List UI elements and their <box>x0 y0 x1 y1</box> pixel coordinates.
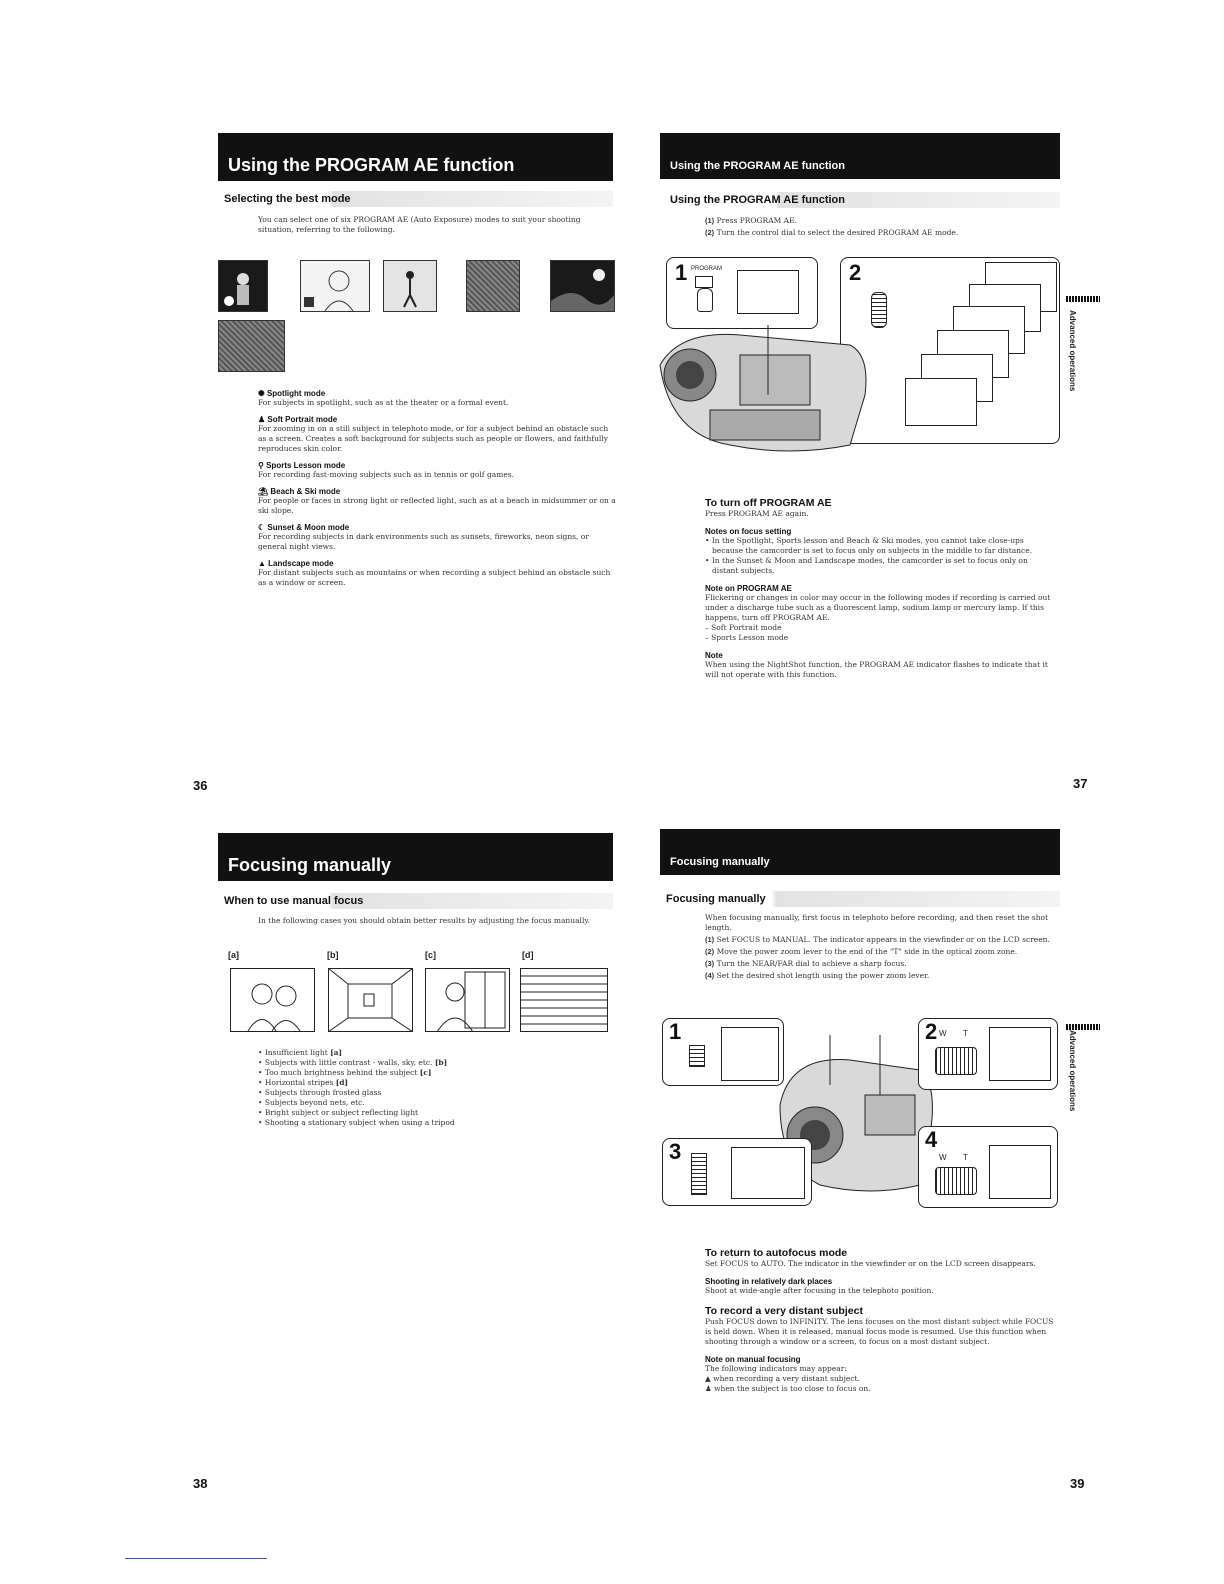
case-a-illustration <box>230 968 315 1032</box>
page36-section-heading <box>218 191 613 207</box>
note-ae-title: Note on PROGRAM AE <box>705 584 792 593</box>
illus2-number: 2 <box>925 1019 938 1044</box>
return-title: To return to autofocus mode <box>705 1247 848 1259</box>
zoom-w-label: W <box>939 1029 947 1038</box>
page38-number: 38 <box>193 1476 208 1491</box>
page39-illustration-3 <box>662 1138 812 1206</box>
sunset-moon-icon: ☾ <box>258 523 268 532</box>
case-item: • Insufficient light [a] <box>258 1048 343 1057</box>
page39-number: 39 <box>1070 1476 1085 1491</box>
case-label-d: [d] <box>522 950 534 960</box>
beach-ski-thumb <box>466 260 520 312</box>
case-label-a: [a] <box>228 950 239 960</box>
case-c-illustration <box>425 968 510 1032</box>
mode-soft-portrait: ♟ Soft Portrait mode For zooming in on a still subject in telephoto mode, or for a subject behind an obstacle such as a screen. Creates a soft background for subjects such as people or flowers, and faithfully reproduces skin color. <box>258 415 609 453</box>
illus3-screen <box>731 1147 805 1199</box>
sports-lesson-thumb <box>383 260 437 312</box>
control-dial-icon <box>871 292 887 328</box>
zoom-t-label-4: T <box>963 1153 968 1162</box>
dark-text: Shoot at wide-angle after focusing in the telephoto position. <box>705 1286 934 1295</box>
turn-off-text: Press PROGRAM AE again. <box>705 509 809 518</box>
landscape-thumb <box>218 320 285 372</box>
soft-portrait-icon: ♟ <box>258 415 268 424</box>
sports-lesson-icon: ⚲ <box>258 461 267 470</box>
distant-title: To record a very distant subject <box>705 1305 863 1317</box>
page38-section-title: When to use manual focus <box>224 895 364 907</box>
distant-text: Push FOCUS down to INFINITY. The lens focuses on the most distant subject while FOCUS is held down. When it is released, manual focus mode is resumed. Use this function when shooting through a window or a screen, to focus on a most distant subject. <box>705 1317 1054 1346</box>
mode-spotlight: ✺ Spotlight mode For subjects in spotlight, such as at the theater or a formal event. <box>258 389 509 407</box>
page37-section-heading <box>664 192 1060 208</box>
spotlight-icon: ✺ <box>258 389 267 398</box>
illus1-number: 1 <box>669 1019 682 1044</box>
page37-text-block: To turn off PROGRAM AE Press PROGRAM AE again. Notes on focus setting • In the Spotlight, Sports lesson and Beach & Ski modes, you cannot take close-ups because the camcorder is set to focus only on subjects in the middle to far distance. • In the Sunset & Moon and Landscape modes, the camcorder is set to focus only on distant subjects. Note on PROGRAM AE Flickering or changes in color may occur in the following modes if recording is carried out under a discharge tube such as a fluorescent lamp, sodium lamp or mercury lamp. If this happens, turn off PROGRAM AE. – Soft Portrait mode – Sports Lesson mode Note When using the NightShot function, the PROGRAM AE indicator flashes to indicate that it will not operate with this function. <box>705 488 1055 680</box>
illus4-number: 4 <box>925 1127 938 1152</box>
program-ae-button <box>695 276 713 288</box>
illus1-number: 1 <box>675 260 688 285</box>
focus-switch-icon <box>689 1045 705 1067</box>
mode-sports-lesson: ⚲ Sports Lesson mode For recording fast-moving subjects such as in tennis or golf games. <box>258 461 515 479</box>
zoom-lever-icon-4 <box>935 1167 977 1195</box>
page37-side-marker <box>1066 296 1100 302</box>
page37-side-tab: Advanced operations <box>1068 310 1077 392</box>
illus3-number: 3 <box>669 1139 682 1164</box>
case-label-c: [c] <box>425 950 436 960</box>
near-far-dial-icon <box>691 1153 707 1195</box>
mode-sunset-moon: ☾ Sunset & Moon mode For recording subjects in dark environments such as sunsets, fireworks, neon signs, or general night views. <box>258 523 589 551</box>
note-title: Note <box>705 651 723 660</box>
close-focus-icon: ♟ <box>705 1384 715 1393</box>
beach-ski-icon: ⛱ <box>258 487 271 496</box>
page37-banner <box>660 133 1060 179</box>
case-label-b: [b] <box>327 950 339 960</box>
page36-section-title: Selecting the best mode <box>224 193 351 205</box>
page39-intro: When focusing manually, first focus in telephoto before recording, and then reset the shot length. <box>705 913 1049 932</box>
illus2-number: 2 <box>849 260 862 285</box>
note-manual-title: Note on manual focusing <box>705 1355 801 1364</box>
illus4-screen <box>989 1145 1051 1199</box>
infinity-icon: ▲ <box>705 1374 714 1383</box>
stacked-screen-6 <box>905 378 977 426</box>
page36-mode-list <box>258 382 618 588</box>
dark-title: Shooting in relatively dark places <box>705 1277 833 1286</box>
page38-banner-title: Focusing manually <box>228 855 392 875</box>
soft-portrait-thumb <box>300 260 370 312</box>
page39-text-block: To return to autofocus mode Set FOCUS to AUTO. The indicator in the viewfinder or on the LCD screen disappears. Shooting in relatively dark places Shoot at wide-angle after focusing in the telephoto position. To record a very distant subject Push FOCUS down to INFINITY. The lens focuses on the most distant subject while FOCUS is held down. When it is released, manual focus mode is resumed. Use this function when shooting through a window or a screen, to focus on a most distant subject. Note on manual focusing The following indicators may appear: ▲ when recording a very distant subject. ♟ when the subject is too close to focus on. <box>705 1247 1054 1393</box>
page39-section-title: Focusing manually <box>666 893 766 905</box>
page38-case-list <box>258 1048 558 1128</box>
case-item: • Shooting a stationary subject when using a tripod <box>258 1118 455 1127</box>
case-b-illustration <box>328 968 413 1032</box>
case-item: • Bright subject or subject reflecting light <box>258 1108 419 1117</box>
page39-intro-steps: When focusing manually, first focus in telephoto before recording, and then reset the shot length. (1) Set FOCUS to MANUAL. The indicator appears in the viewfinder or on the LCD screen. (2) Move the power zoom lever to the end of the "T" side in the optical zoom zone. (3) Turn the NEAR/FAR dial to achieve a sharp focus. (4) Set the desired shot length using the power zoom lever. <box>705 913 1055 983</box>
page38-intro: In the following cases you should obtain better results by adjusting the focus manually. <box>258 916 590 925</box>
case-d-illustration <box>520 968 608 1032</box>
case-item: • Horizontal stripes [d] <box>258 1078 349 1087</box>
page39-banner <box>660 829 1060 875</box>
page39-section-heading <box>660 891 1060 907</box>
page37-banner-title: Using the PROGRAM AE function <box>670 160 845 172</box>
finger-icon <box>697 288 713 312</box>
page38-section-heading <box>218 893 613 909</box>
return-text: Set FOCUS to AUTO. The indicator in the viewfinder or on the LCD screen disappears. <box>705 1259 1036 1268</box>
case-item: • Subjects with little contrast - walls, sky, etc. [b] <box>258 1058 448 1067</box>
note-text: When using the NightShot function, the PROGRAM AE indicator flashes to indicate that it will not operate with this function. <box>705 660 1048 679</box>
page39-side-tab: Advanced operations <box>1068 1030 1077 1112</box>
zoom-w-label-4: W <box>939 1153 947 1162</box>
page37-camcorder-drawing <box>650 325 880 460</box>
case-item: • Subjects through frosted glass <box>258 1088 382 1097</box>
case-item: • Too much brightness behind the subject [c] <box>258 1068 432 1077</box>
mode-beach-ski: ⛱ Beach & Ski mode For people or faces in strong light or reflected light, such as at a beach in midsummer or on a ski slope. <box>258 487 616 515</box>
illus1-screen <box>721 1027 779 1081</box>
zoom-t-label: T <box>963 1029 968 1038</box>
page39-illustration-1 <box>662 1018 784 1086</box>
page36-intro: You can select one of six PROGRAM AE (Auto Exposure) modes to suit your shooting situation, referring to the following. <box>258 215 581 234</box>
mode-landscape: ▲ Landscape mode For distant subjects such as mountains or when recording a subject behind an obstacle such as a window or screen. <box>258 559 611 587</box>
notes-focus-title: Notes on focus setting <box>705 527 792 536</box>
page36-banner-title: Using the PROGRAM AE function <box>228 155 515 175</box>
spotlight-thumb <box>218 260 268 312</box>
viewfinder-screen <box>737 270 799 314</box>
case-item: • Subjects beyond nets, etc. <box>258 1098 365 1107</box>
page39-banner-title: Focusing manually <box>670 856 770 868</box>
sunset-moon-thumb <box>550 260 615 312</box>
page39-illustration-4 <box>918 1126 1058 1208</box>
page36-banner <box>218 133 613 181</box>
footer-rule <box>125 1558 267 1559</box>
page36-number: 36 <box>193 778 208 793</box>
program-ae-button-label: PROGRAM <box>691 266 723 272</box>
page38-banner <box>218 833 613 881</box>
zoom-lever-icon <box>935 1047 977 1075</box>
page37-illustration-1 <box>666 257 818 329</box>
note-manual-intro: The following indicators may appear: <box>705 1364 847 1373</box>
page37-number: 37 <box>1073 776 1088 791</box>
page37-steps: (1) Press PROGRAM AE. (2) Turn the control dial to select the desired PROGRAM AE mode. <box>705 216 959 237</box>
page39-illustration-2 <box>918 1018 1058 1090</box>
landscape-icon: ▲ <box>258 559 269 568</box>
page37-section-title: Using the PROGRAM AE function <box>670 194 845 206</box>
turn-off-title: To turn off PROGRAM AE <box>705 497 832 509</box>
note-ae-text: Flickering or changes in color may occur in the following modes if recording is carried out under a discharge tube such as a fluorescent lamp, sodium lamp or mercury lamp. If this happens, turn off PROGRAM AE. <box>705 593 1051 622</box>
illus2-screen <box>989 1027 1051 1081</box>
